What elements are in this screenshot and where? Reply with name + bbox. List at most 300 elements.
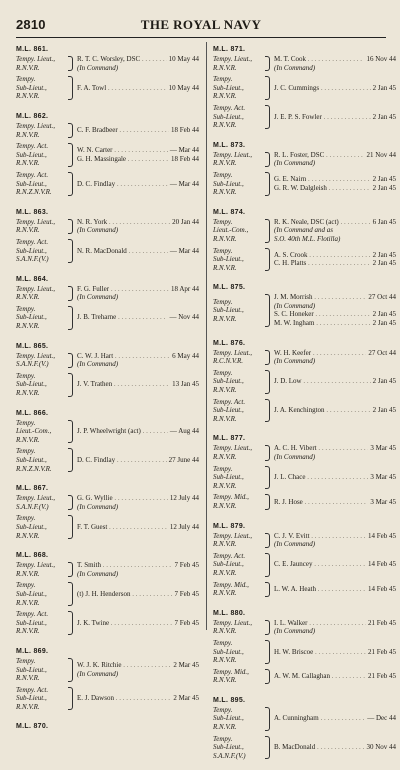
officer-name: J. V. Trathen . . . [77, 380, 170, 389]
seniority-date: 21 Feb 45 [368, 647, 396, 656]
rank-line: S.A.N.F.(V.) [16, 502, 49, 511]
command-note: (In Command) [274, 540, 316, 549]
officer-name: D. C. Findlay . . . [77, 456, 167, 465]
brace [68, 373, 73, 397]
rank-group [213, 444, 396, 461]
seniority-date: 10 May 44 [168, 83, 199, 92]
rank-group [16, 494, 199, 511]
rank-line: Sub-Lieut., [213, 406, 244, 415]
officer-list [274, 349, 396, 366]
rank-line: S.A.N.F.(V.) [213, 751, 246, 760]
brace [68, 76, 73, 100]
rank-line: R.N.V.R. [16, 159, 40, 168]
officer-list [77, 456, 199, 465]
rank-line: Tempy. [16, 418, 36, 427]
ship-section [16, 341, 199, 398]
seniority-date: — Nov 44 [169, 313, 199, 322]
rank-line: Sub-Lieut., [16, 618, 47, 627]
rank-line: R.N.Z.N.V.R. [16, 188, 52, 197]
officer-entry [77, 247, 199, 256]
ship-title: M.L. 873. [213, 141, 246, 149]
rank-line: R.N.V.R. [16, 435, 40, 444]
officer-entry [77, 694, 199, 703]
rank-line: Tempy. Lieut., [213, 150, 253, 159]
seniority-date: 14 Feb 45 [368, 584, 396, 593]
officer-entry [77, 64, 199, 73]
rank-label [16, 55, 66, 72]
rank-line: Tempy. Lieut., [213, 618, 253, 627]
rank-group [213, 369, 396, 395]
rank-group [16, 122, 199, 139]
seniority-date [394, 357, 396, 366]
officer-entry [77, 84, 199, 93]
rank-group [213, 639, 396, 665]
officer-list [274, 560, 396, 569]
officer-name: T. Smith . . . [77, 561, 173, 570]
rank-label [16, 581, 66, 607]
officer-entry [274, 498, 396, 507]
ship-section [213, 608, 396, 685]
rank-line: Tempy. Mid., [213, 667, 249, 676]
officer-list [274, 84, 396, 93]
rank-line: Tempy. Lieut., [16, 561, 56, 570]
rank-line: Lieut.-Com., [213, 226, 249, 235]
ship-title: M.L. 865. [16, 342, 49, 350]
ship-section [213, 521, 396, 598]
rank-group [16, 218, 199, 235]
officer-name: (t) J. H. Henderson . . . [77, 590, 173, 599]
rank-label [16, 285, 66, 302]
officer-entry [274, 64, 396, 73]
seniority-date: — Aug 44 [169, 427, 199, 436]
officer-name: M. W. Ingham . . . [274, 319, 371, 328]
rank-line: Tempy. Lieut., [16, 217, 56, 226]
officer-entry [274, 175, 396, 184]
rank-line: Tempy. [213, 464, 233, 473]
rank-line: R.N.V.R. [16, 293, 40, 302]
rank-line: Tempy. Mid., [213, 493, 249, 502]
rank-line: Tempy. [213, 246, 233, 255]
officer-entry [274, 619, 396, 628]
brace [68, 582, 73, 606]
rank-line: R.N.V.R. [213, 589, 237, 598]
rank-label [213, 151, 263, 168]
rank-line: Tempy. [213, 638, 233, 647]
rank-group [213, 293, 396, 327]
rank-group [16, 514, 199, 540]
seniority-date [197, 670, 199, 679]
rank-line: Tempy. [16, 371, 36, 380]
rank-label [213, 298, 263, 324]
brace [68, 495, 73, 510]
officer-name: W. J. K. Ritchie . . . [77, 661, 171, 670]
rank-line: Tempy. Act. [213, 551, 246, 560]
officer-name: N. R. MacDonald . . . [77, 247, 168, 256]
officer-list [274, 473, 396, 482]
rank-line: R.N.V.R. [213, 627, 237, 636]
ship-section [213, 44, 396, 130]
rank-line: Tempy. Lieut., [213, 348, 253, 357]
officer-list [77, 180, 199, 189]
seniority-date: 18 Feb 44 [171, 155, 199, 164]
header-rule [16, 37, 386, 38]
officer-entry [274, 55, 396, 64]
rank-label [16, 447, 66, 473]
rank-group [16, 75, 199, 101]
officer-entry [274, 226, 396, 235]
seniority-date [197, 570, 199, 579]
seniority-date [197, 64, 199, 73]
seniority-date: 3 Mar 45 [370, 473, 396, 482]
rank-group [213, 706, 396, 732]
rank-group [213, 247, 396, 273]
seniority-date: 3 Mar 45 [370, 497, 396, 506]
officer-name: A. W. M. Callaghan . . . [274, 672, 366, 681]
rank-line: R.N.V.R. [213, 723, 237, 732]
rank-group [16, 305, 199, 331]
officer-entry [77, 226, 199, 235]
officer-name: D. C. Findlay . . . [77, 180, 168, 189]
officer-list [274, 672, 396, 681]
officer-entry [274, 319, 396, 328]
officer-entry [77, 523, 199, 532]
rank-label [213, 349, 263, 366]
brace [265, 707, 270, 731]
officer-list [77, 590, 199, 599]
brace [265, 399, 270, 423]
ship-title: M.L. 880. [213, 609, 246, 617]
ship-title: M.L. 862. [16, 112, 49, 120]
rank-line: Sub-Lieut., [213, 255, 244, 264]
ship-section [213, 338, 396, 424]
officer-name: N. R. York . . . [77, 218, 170, 227]
brace [265, 56, 270, 71]
seniority-date [394, 226, 396, 235]
command-note: (In Command) [77, 502, 119, 511]
officer-name: J. L. Chace . . . [274, 473, 368, 482]
officer-entry [77, 352, 199, 361]
officer-name: F. A. Towl . . . [77, 84, 167, 93]
rank-line: Sub-Lieut., [16, 456, 47, 464]
ship-title: M.L. 876. [213, 339, 246, 347]
rank-line: Sub-Lieut., [16, 522, 47, 531]
seniority-date: 7 Feb 45 [174, 561, 199, 570]
officer-entry [274, 648, 396, 657]
seniority-date [394, 235, 396, 244]
seniority-date: 14 Feb 45 [368, 531, 396, 540]
rank-line: Tempy. Lieut., [16, 351, 56, 360]
seniority-date: 12 July 44 [169, 494, 199, 503]
officer-entry [274, 310, 396, 319]
brace [68, 56, 73, 71]
rank-group [213, 735, 396, 761]
officer-entry [77, 456, 199, 465]
rank-label [16, 238, 66, 264]
officer-name: J. E. P. S. Fowler . . . [274, 113, 371, 122]
officer-list [77, 218, 199, 235]
brace [68, 611, 73, 635]
rank-line: R.N.V.R. [16, 627, 40, 636]
officer-name: G. R. W. Dalgleish . . . [274, 184, 371, 193]
rank-line: Tempy. Act. [213, 397, 246, 406]
ship-section [213, 695, 396, 761]
rank-group [213, 532, 396, 549]
officer-entry [274, 672, 396, 681]
ship-title: M.L. 879. [213, 522, 246, 530]
officer-entry [77, 285, 199, 294]
rank-group [213, 398, 396, 424]
brace [265, 370, 270, 394]
officer-list [77, 146, 199, 163]
rank-label [213, 465, 263, 491]
rank-line: R.N.V.R. [16, 598, 40, 607]
rank-group [213, 668, 396, 685]
officer-entry [77, 561, 199, 570]
rank-group [213, 218, 396, 244]
brace [265, 152, 270, 167]
rank-label [16, 657, 66, 683]
ship-section [16, 207, 199, 264]
officer-list [77, 84, 199, 93]
brace [68, 448, 73, 472]
rank-label [16, 75, 66, 101]
officer-entry [274, 84, 396, 93]
officer-list [77, 494, 199, 511]
rank-line: R.N.V.R. [16, 389, 40, 398]
rank-line: Tempy. Lieut., [213, 531, 253, 540]
seniority-date: 2 Mar 45 [173, 694, 199, 703]
rank-line: Tempy. Act. [16, 142, 49, 151]
command-note: (In Command and as [274, 226, 333, 235]
brace [265, 294, 270, 326]
rank-line: Tempy. Act. [16, 685, 49, 694]
seniority-date: 2 Jan 45 [372, 250, 396, 259]
ship-section [16, 408, 199, 474]
brace [265, 533, 270, 548]
officer-name: J. B. Treharne . . . [77, 313, 167, 322]
rank-label [213, 75, 263, 101]
officer-name: G. E. Nairn . . . [274, 175, 371, 184]
rank-label [16, 419, 66, 445]
rank-label [16, 218, 66, 235]
officer-list [77, 285, 199, 302]
rank-group [16, 55, 199, 72]
rank-line: Tempy. [16, 581, 36, 590]
officer-list [274, 55, 396, 72]
officer-name: J. A. Kenchington . . . [274, 406, 371, 415]
brace [68, 562, 73, 577]
ship-section [16, 550, 199, 636]
officer-entry [77, 670, 199, 679]
officer-entry [77, 313, 199, 322]
officer-list [77, 55, 199, 72]
rank-line: Tempy. [16, 514, 36, 523]
brace [68, 687, 73, 711]
rank-line: R.N.V.R. [16, 130, 40, 139]
rank-group [16, 581, 199, 607]
rank-label [213, 639, 263, 665]
brace [68, 286, 73, 301]
officer-name: J. M. Morrish . . . [274, 293, 366, 302]
rank-line: Lieut.-Com., [16, 427, 52, 436]
officer-entry [274, 113, 396, 122]
ship-section [16, 44, 199, 101]
ship-title: M.L. 875. [213, 284, 246, 292]
officer-entry [77, 55, 199, 64]
command-note: (In Command) [274, 301, 316, 310]
rank-line: R.N.V.R. [213, 159, 237, 168]
rank-line: Tempy. Lieut., [16, 494, 56, 503]
seniority-date: 16 Nov 44 [366, 55, 396, 63]
rank-group [16, 352, 199, 369]
rank-line: R.N.V.R. [213, 501, 237, 510]
command-note: (In Command) [77, 569, 119, 578]
officer-entry [77, 619, 199, 628]
brace [265, 640, 270, 664]
brace [68, 143, 73, 167]
brace [68, 353, 73, 368]
column-divider [206, 42, 207, 630]
brace [68, 420, 73, 444]
rank-line: Sub-Lieut., [213, 473, 244, 482]
officer-name: C. H. Platts . . . [274, 259, 371, 268]
officer-list [77, 380, 199, 389]
ship-section [16, 111, 199, 197]
seniority-date: 21 Feb 45 [368, 618, 396, 627]
officer-name: S. C. Honeker . . . [274, 310, 371, 319]
officer-name: L. W. A. Heath . . . [274, 585, 366, 594]
officer-entry [77, 494, 199, 503]
seniority-date: 6 Jan 45 [372, 217, 396, 226]
seniority-date [394, 540, 396, 549]
command-note: (In Command) [77, 293, 119, 302]
seniority-date [394, 159, 396, 168]
seniority-date [394, 64, 396, 73]
rank-line: Sub-Lieut., [213, 112, 244, 121]
ship-title: M.L. 866. [16, 409, 49, 417]
officer-entry [77, 126, 199, 135]
rank-line: Tempy. Act. [16, 237, 49, 246]
rank-line: R.N.V.R. [16, 226, 40, 235]
brace [265, 553, 270, 577]
rank-line: Tempy. [213, 217, 233, 226]
rank-group [16, 372, 199, 398]
rank-line: Tempy. Mid., [213, 580, 249, 589]
seniority-date: 2 Mar 45 [173, 661, 199, 670]
seniority-date: 2 Jan 45 [372, 112, 396, 121]
officer-name: M. T. Cook . . . [274, 55, 364, 64]
brace [265, 76, 270, 100]
rank-label [16, 610, 66, 636]
officer-list [274, 498, 396, 507]
officer-name: J. P. Wheelwright (act) . . . [77, 427, 168, 436]
brace [265, 466, 270, 490]
rank-group [213, 55, 396, 72]
rank-line: Sub-Lieut., [213, 83, 244, 92]
officer-name: C. F. Bradbeer . . . [77, 126, 169, 135]
officer-entry [274, 453, 396, 462]
officer-name: J. C. Cummings . . . [274, 84, 371, 93]
rank-label [16, 686, 66, 712]
officer-name: R. L. Foster, DSC . . . [274, 151, 364, 160]
rank-line: R.N.V.R. [213, 92, 237, 101]
brace [68, 658, 73, 682]
command-note: (In Command) [274, 453, 316, 461]
rank-group [16, 657, 199, 683]
ship-title: M.L. 870. [16, 723, 49, 731]
rank-label [213, 706, 263, 732]
brace [68, 219, 73, 234]
officer-entry [77, 380, 199, 389]
seniority-date: 30 Nov 44 [366, 743, 396, 752]
officer-list [274, 714, 396, 723]
seniority-date: 7 Feb 45 [174, 618, 199, 627]
rank-label [16, 372, 66, 398]
seniority-date: 27 June 44 [168, 456, 199, 464]
officer-list [274, 648, 396, 657]
right-column [213, 44, 396, 770]
brace [265, 736, 270, 760]
seniority-date: — Dec 44 [367, 714, 396, 723]
rank-line: Sub-Lieut., [213, 647, 244, 656]
seniority-date: 7 Feb 45 [174, 589, 199, 598]
officer-name: C. W. J. Hart . . . [77, 352, 170, 361]
rank-line: R.N.V.R. [213, 414, 237, 423]
rank-line: R.N.Z.N.V.R. [16, 464, 52, 473]
command-note: (In Command) [77, 360, 119, 369]
page-header [16, 16, 386, 34]
officer-list [77, 523, 199, 532]
rank-group [213, 493, 396, 510]
rank-line: R.N.V.R. [16, 63, 40, 72]
rank-group [213, 619, 396, 636]
seniority-date [394, 302, 396, 311]
officer-list [274, 444, 396, 461]
rank-line: Tempy. [213, 705, 233, 714]
officer-entry [77, 590, 199, 599]
rank-group [213, 552, 396, 578]
seniority-date: 12 July 44 [169, 522, 199, 531]
ship-section [16, 646, 199, 712]
rank-label [213, 735, 263, 761]
rank-group [16, 238, 199, 264]
rank-line: R.N.V.R. [213, 676, 237, 685]
rank-line: Tempy. Lieut., [16, 121, 56, 130]
rank-label [213, 104, 263, 130]
officer-entry [274, 406, 396, 415]
officer-list [77, 313, 199, 322]
brace [265, 105, 270, 129]
officer-entry [274, 540, 396, 549]
officer-name: A. Cunningham . . . [274, 714, 365, 723]
rank-line: Sub-Lieut., [16, 246, 47, 255]
seniority-date: 18 Apr 44 [171, 284, 199, 293]
seniority-date: 2 Jan 45 [372, 83, 396, 92]
rank-line: Tempy. [213, 75, 233, 84]
rank-line: Sub-Lieut., [16, 83, 47, 92]
officer-entry [77, 661, 199, 670]
ship-title: M.L. 874. [213, 208, 246, 216]
officer-list [274, 251, 396, 268]
officer-name: C. J. V. Evitt . . . [274, 532, 366, 541]
officer-list [77, 427, 199, 436]
officer-list [77, 619, 199, 628]
rank-line: Tempy. Act. [16, 170, 49, 179]
ship-title: M.L. 895. [213, 696, 246, 704]
officer-entry [274, 627, 396, 636]
rank-line: R.N.V.R. [213, 314, 237, 323]
command-note: (In Command) [77, 63, 119, 72]
